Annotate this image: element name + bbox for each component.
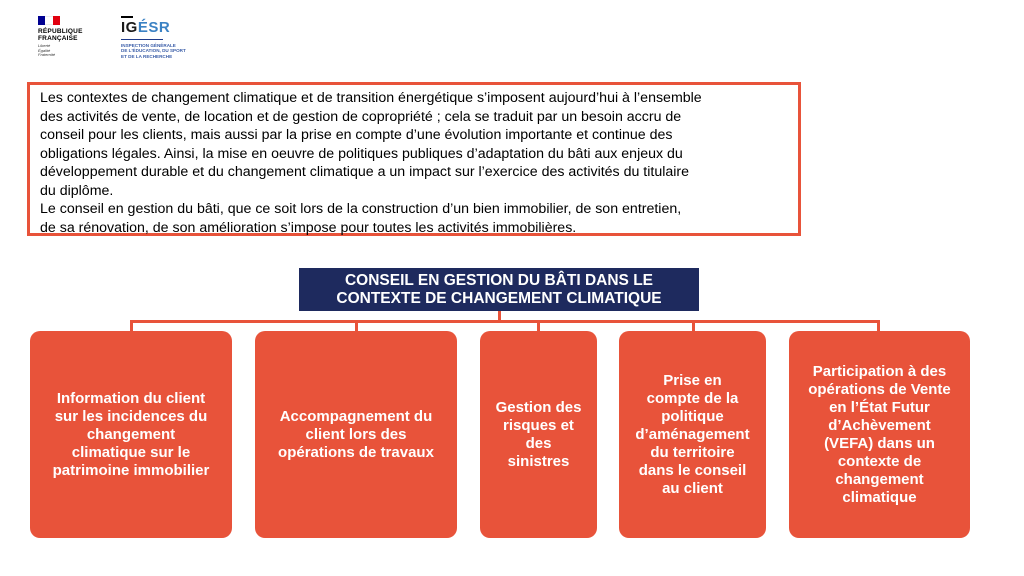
diagram-header: CONSEIL EN GESTION DU BÂTI DANS LE CONTEXTE DE CHANGEMENT CLIMATIQUE [299,268,699,311]
french-flag-icon [38,16,60,25]
igesr-name [121,20,211,36]
card-information-client: Information du client sur les incidences du changement climatique sur le patrimoine immobilier [30,331,232,538]
card-amenagement-territoire: Prise en compte de la politique d’aménagement du territoire dans le conseil au client [619,331,766,538]
rf-motto-line2: Égalité [38,47,51,53]
rf-motto-line1: Liberté [38,43,51,48]
intro-paragraph: Les contextes de changement climatique et de transition énergétique s’imposent aujourd’hui à l’ensemble des activités de vente, de location et de gestion de copropriété ; cela se traduit par un besoin accru de conseil pour les clients, mais aussi par la prise en compte d’une évolution importante et continue des obligations légales. Ainsi, la mise en oeuvre de politiques publiques d’adaptation du bâti aux enjeux du développement durable et du changement climatique a un impact sur l’exercice des activités du titulaire du diplôme. Le conseil en gestion du bâti, que ce soit lors de la construction d’un bien immobilier, de son entretien, de sa rénovation, de son amélioration s’impose pour toutes les activités immobilières. [40,90,702,236]
igesr-sub-line2: DE L'ÉDUCATION, DU SPORT [121,48,186,54]
igesr-logo [121,16,211,59]
igesr-sub-line1: INSPECTION GÉNÉRALE [121,43,176,48]
igesr-name-prefix: IG [121,19,138,36]
connector-drop-5 [877,320,880,331]
connector-drop-4 [692,320,695,331]
connector-bar [130,320,880,323]
republique-francaise-logo [38,16,98,58]
rf-motto-line3: Fraternité [38,52,56,58]
rf-motto [38,44,98,58]
connector-drop-2 [355,320,358,331]
igesr-sub-line3: ET DE LA RECHERCHE [121,53,173,59]
card-vefa: Participation à des opérations de Vente en l’État Futur d’Achèvement (VEFA) dans un contexte de changement climatique [789,331,970,538]
rf-title-line2: FRANÇAISE [38,35,78,42]
igesr-divider [121,39,163,40]
intro-text-box [27,82,801,236]
connector-drop-1 [130,320,133,331]
connector-drop-3 [537,320,540,331]
card-accompagnement-travaux: Accompagnement du client lors des opérations de travaux [255,331,457,538]
igesr-sub [121,43,211,59]
igesr-bar [121,16,133,18]
card-gestion-risques: Gestion des risques et des sinistres [480,331,597,538]
igesr-name-suffix: ÉSR [137,19,171,36]
rf-title-line1: RÉPUBLIQUE [38,28,83,35]
